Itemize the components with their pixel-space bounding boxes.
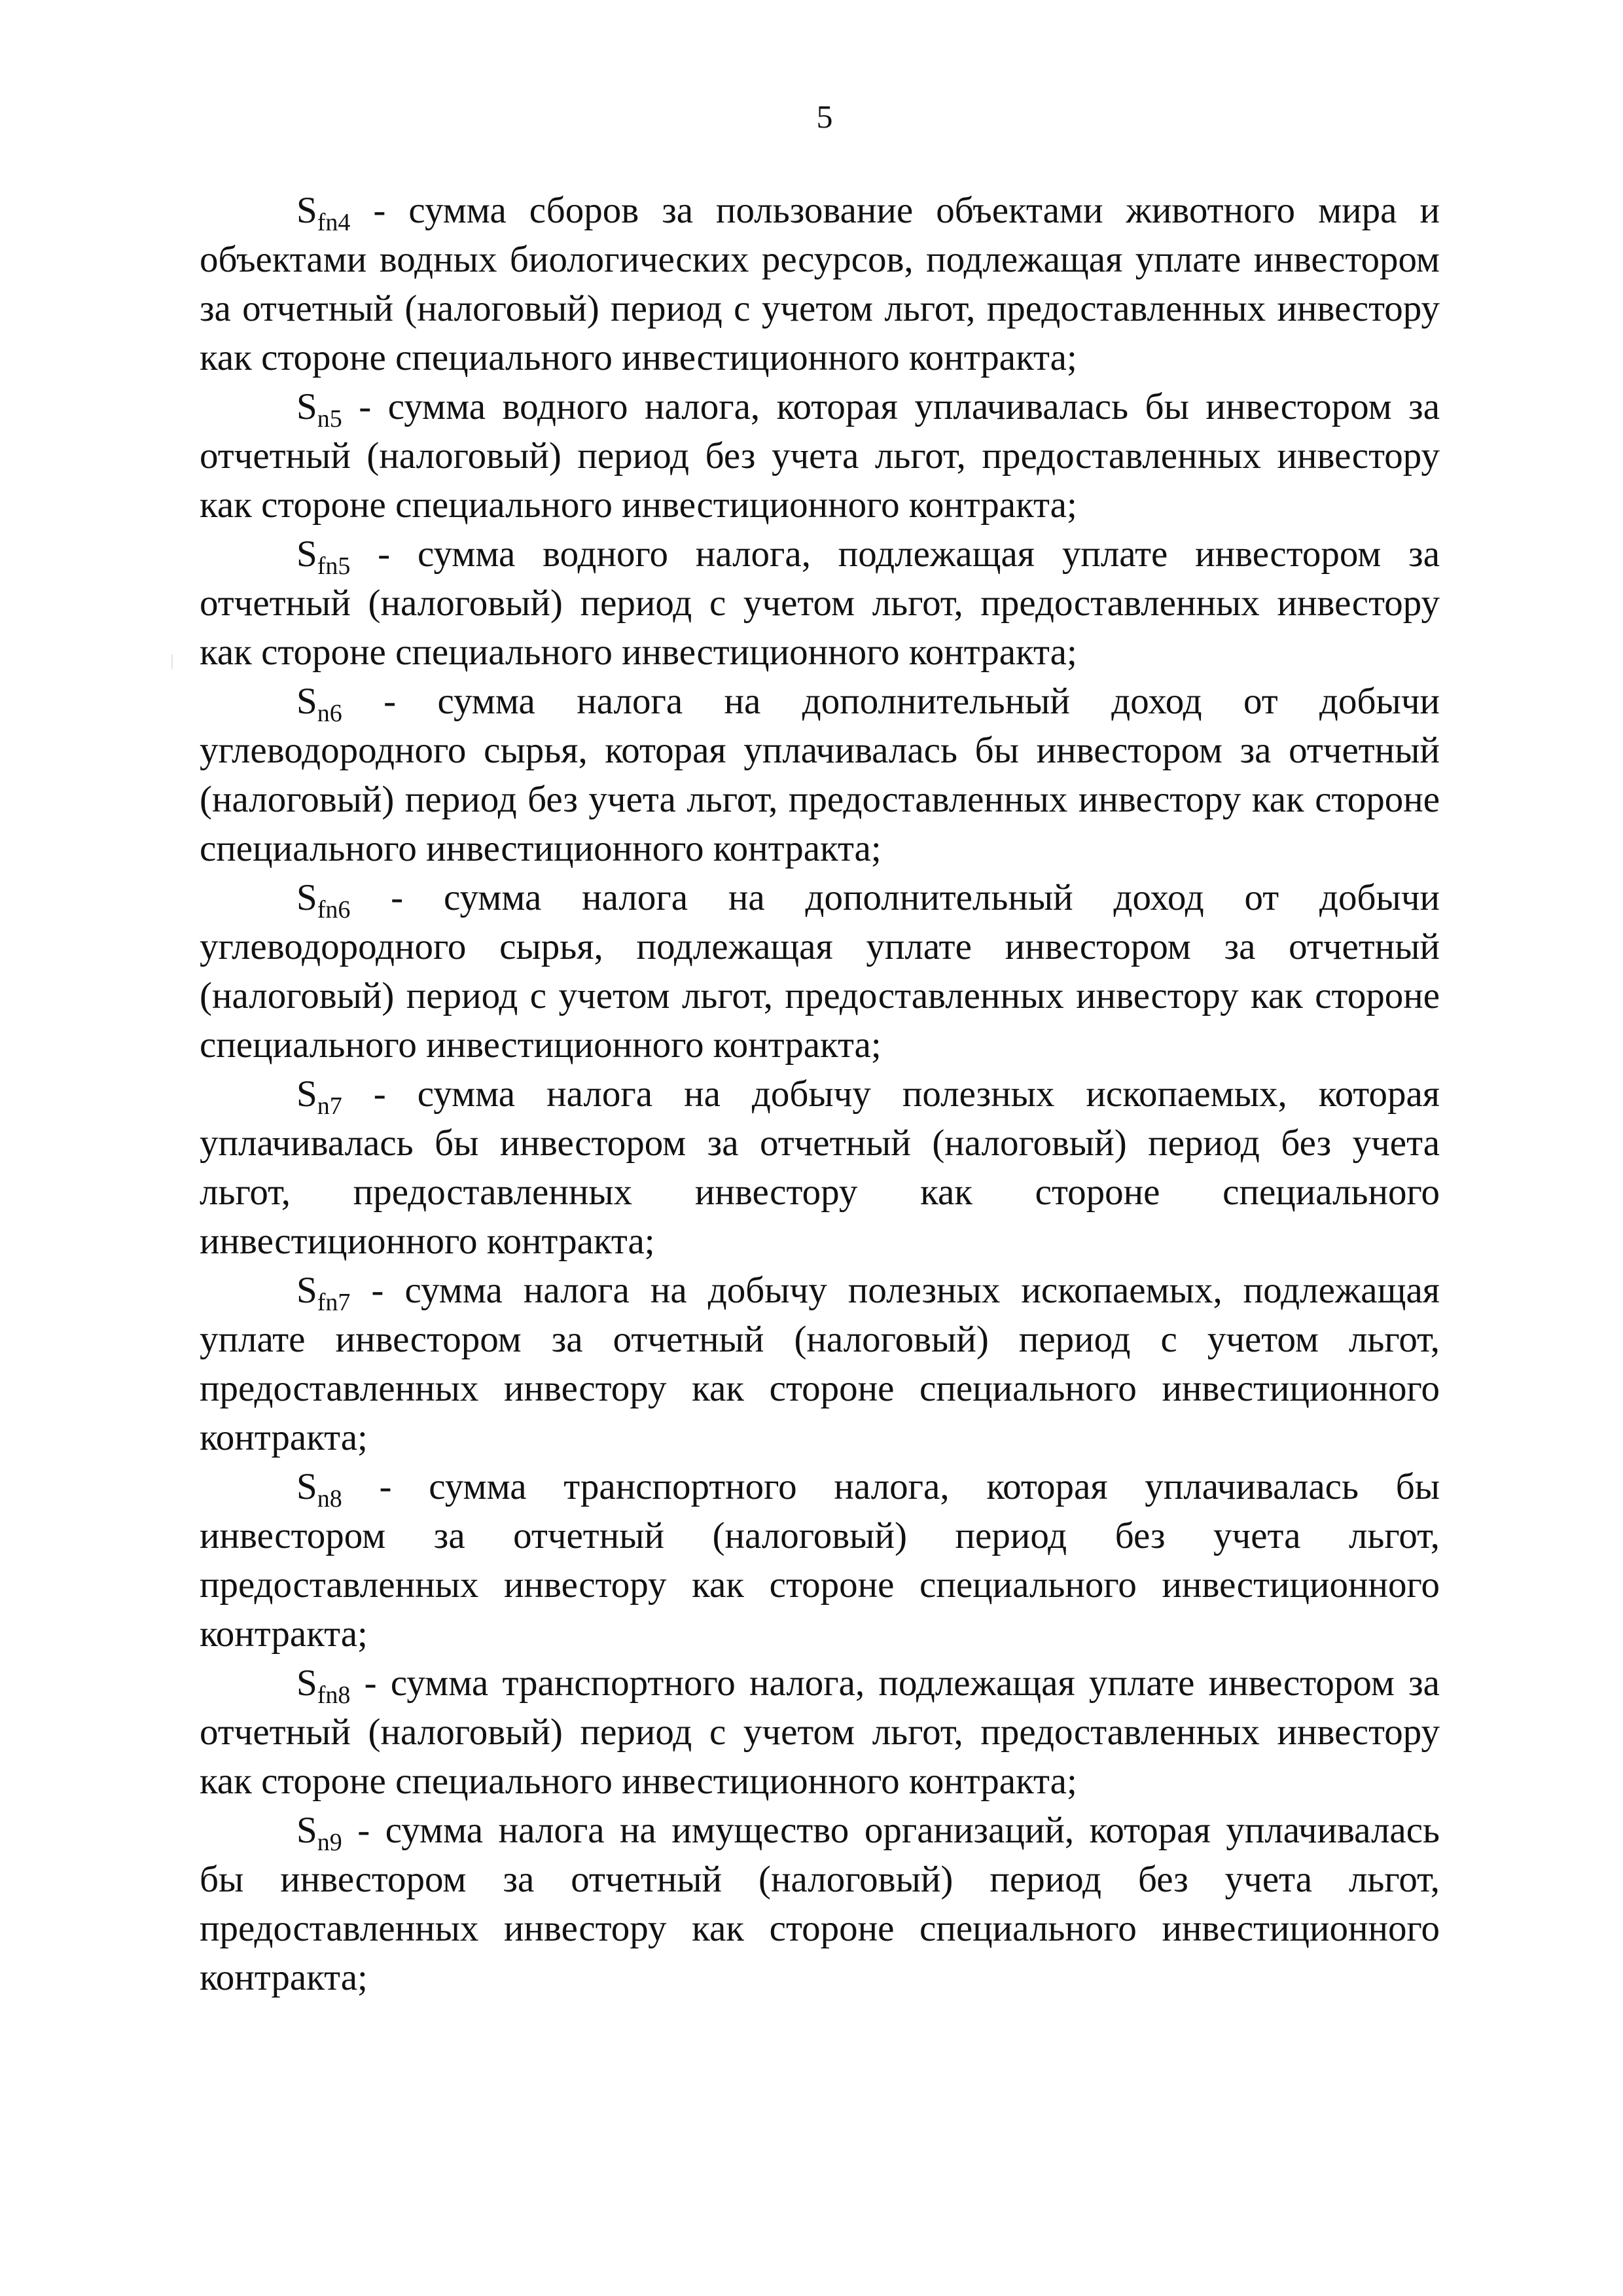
formula-subscript: fn6 [317, 896, 351, 924]
definition-text: - сумма налога на добычу полезных ископаемых, которая уплачивалась бы инвестором за отчетный (налоговый) период без учета льгот, предоставленных инвестору как стороне специального инвестиционного контракта; [200, 1073, 1440, 1262]
formula-symbol: $S_{n9}$ [296, 1810, 342, 1856]
definition-text: - сумма налога на добычу полезных ископаемых, подлежащая уплате инвестором за отчетный (налоговый) период с учетом льгот, предоставленных инвестору как стороне специального инвестиционного контракта; [200, 1270, 1440, 1458]
formula-symbol: $S_{n7}$ [296, 1073, 342, 1120]
definition-sn6 [200, 677, 1440, 873]
definition-sn5 [200, 382, 1440, 529]
definition-sn8 [200, 1462, 1440, 1659]
page-number: 5 [816, 98, 833, 135]
formula-subscript: n5 [317, 405, 342, 433]
definition-text: - сумма налога на имущество организаций, которая уплачивалась бы инвестором за отчетный (налоговый) период без учета льгот, предоставленных инвестору как стороне специального инвестиционного контракта; [200, 1810, 1440, 1998]
formula-symbol: $S_{fn4}$ [296, 190, 351, 236]
definition-text: - сумма водного налога, которая уплачивалась бы инвестором за отчетный (налоговый) период без учета льгот, предоставленных инвестору как стороне специального инвестиционного контракта; [200, 386, 1440, 526]
formula-symbol: $S_{n6}$ [296, 681, 342, 727]
definition-sfn4 [200, 186, 1440, 382]
formula-symbol: $S_{fn7}$ [296, 1270, 351, 1316]
formula-subscript: n6 [317, 700, 342, 727]
formula-subscript: fn4 [317, 209, 351, 236]
definition-sfn6 [200, 873, 1440, 1069]
definition-sfn8 [200, 1659, 1440, 1806]
definition-sfn5 [200, 529, 1440, 677]
definition-sfn7 [200, 1266, 1440, 1462]
definition-text: - сумма налога на дополнительный доход от добычи углеводородного сырья, подлежащая уплате инвестором за отчетный (налоговый) период с учетом льгот, предоставленных инвестору как стороне специального инвестиционного контракта; [200, 877, 1440, 1066]
formula-subscript: n8 [317, 1485, 342, 1513]
formula-symbol: $S_{fn6}$ [296, 877, 351, 924]
formula-subscript: fn8 [317, 1681, 351, 1709]
formula-subscript: fn5 [317, 552, 351, 580]
formula-symbol: $S_{fn8}$ [296, 1662, 351, 1709]
scan-artifact [171, 655, 173, 669]
formula-symbol: $S_{n8}$ [296, 1466, 342, 1513]
formula-symbol: $S_{fn5}$ [296, 533, 351, 580]
definition-text: - сумма сборов за пользование объектами животного мира и объектами водных биологических ресурсов, подлежащая уплате инвестором за отчетный (налоговый) период с учетом льгот, предоставленных инвестору как стороне специального инвестиционного контракта; [200, 190, 1440, 378]
formula-symbol: $S_{n5}$ [296, 386, 342, 433]
definitions-list [200, 186, 1440, 2002]
definition-text: - сумма транспортного налога, которая уплачивалась бы инвестором за отчетный (налоговый) период без учета льгот, предоставленных инвестору как стороне специального инвестиционного контракта; [200, 1466, 1440, 1655]
definition-text: - сумма водного налога, подлежащая уплате инвестором за отчетный (налоговый) период с учетом льгот, предоставленных инвестору как стороне специального инвестиционного контракта; [200, 533, 1440, 673]
definition-text: - сумма налога на дополнительный доход от добычи углеводородного сырья, которая уплачивалась бы инвестором за отчетный (налоговый) период без учета льгот, предоставленных инвестору как стороне специального инвестиционного контракта; [200, 681, 1440, 869]
definition-sn7 [200, 1069, 1440, 1266]
definition-text: - сумма транспортного налога, подлежащая уплате инвестором за отчетный (налоговый) период с учетом льгот, предоставленных инвестору как стороне специального инвестиционного контракта; [200, 1662, 1440, 1802]
definition-sn9 [200, 1806, 1440, 2002]
formula-subscript: fn7 [317, 1289, 351, 1316]
formula-subscript: n9 [317, 1829, 342, 1856]
formula-subscript: n7 [317, 1092, 342, 1120]
